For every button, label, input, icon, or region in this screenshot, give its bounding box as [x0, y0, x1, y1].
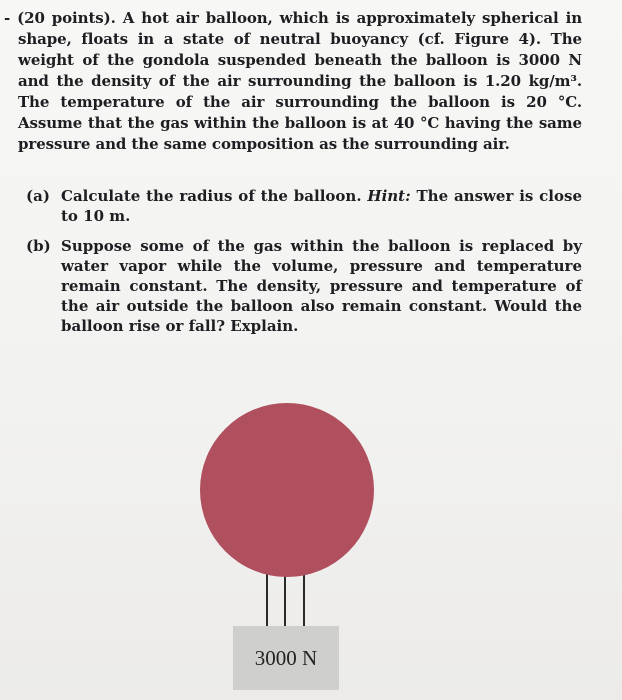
gondola-weight-label: 3000 N [254, 646, 318, 670]
part-b-text: Suppose some of the gas within the balloon is replaced by water vapor while the volume, pressure and temperature remain constant. The density, pressure and temperature of the air outside the balloon also remain constant. Would the balloon rise or fall? Explain. [61, 237, 582, 335]
part-a-hint-text: The answer is close to 10 m. [61, 187, 582, 225]
balloon-sphere [200, 403, 374, 577]
part-a-text: Calculate the radius of the balloon. [61, 187, 362, 205]
part-b-label: (b) [26, 237, 51, 255]
part-a-label: (a) [26, 187, 50, 205]
problem-marker: - [4, 9, 11, 27]
problem-points: (20 points). [17, 9, 116, 27]
problem-intro-text: A hot air balloon, which is approximately spherical in shape, floats in a state of neutral buoyancy (cf. Figure 4). The weight of the gondola suspended beneath the balloon is 3000 N and the density of the air surrounding the balloon is 1.20 kg/m³. The temperature of the air surrounding the balloon is 20 °C. Assume that the gas within the balloon is at 40 °C having the same pressure and the same composition as the surrounding air. [18, 9, 583, 153]
part-a-hint-label: Hint: [367, 187, 411, 205]
